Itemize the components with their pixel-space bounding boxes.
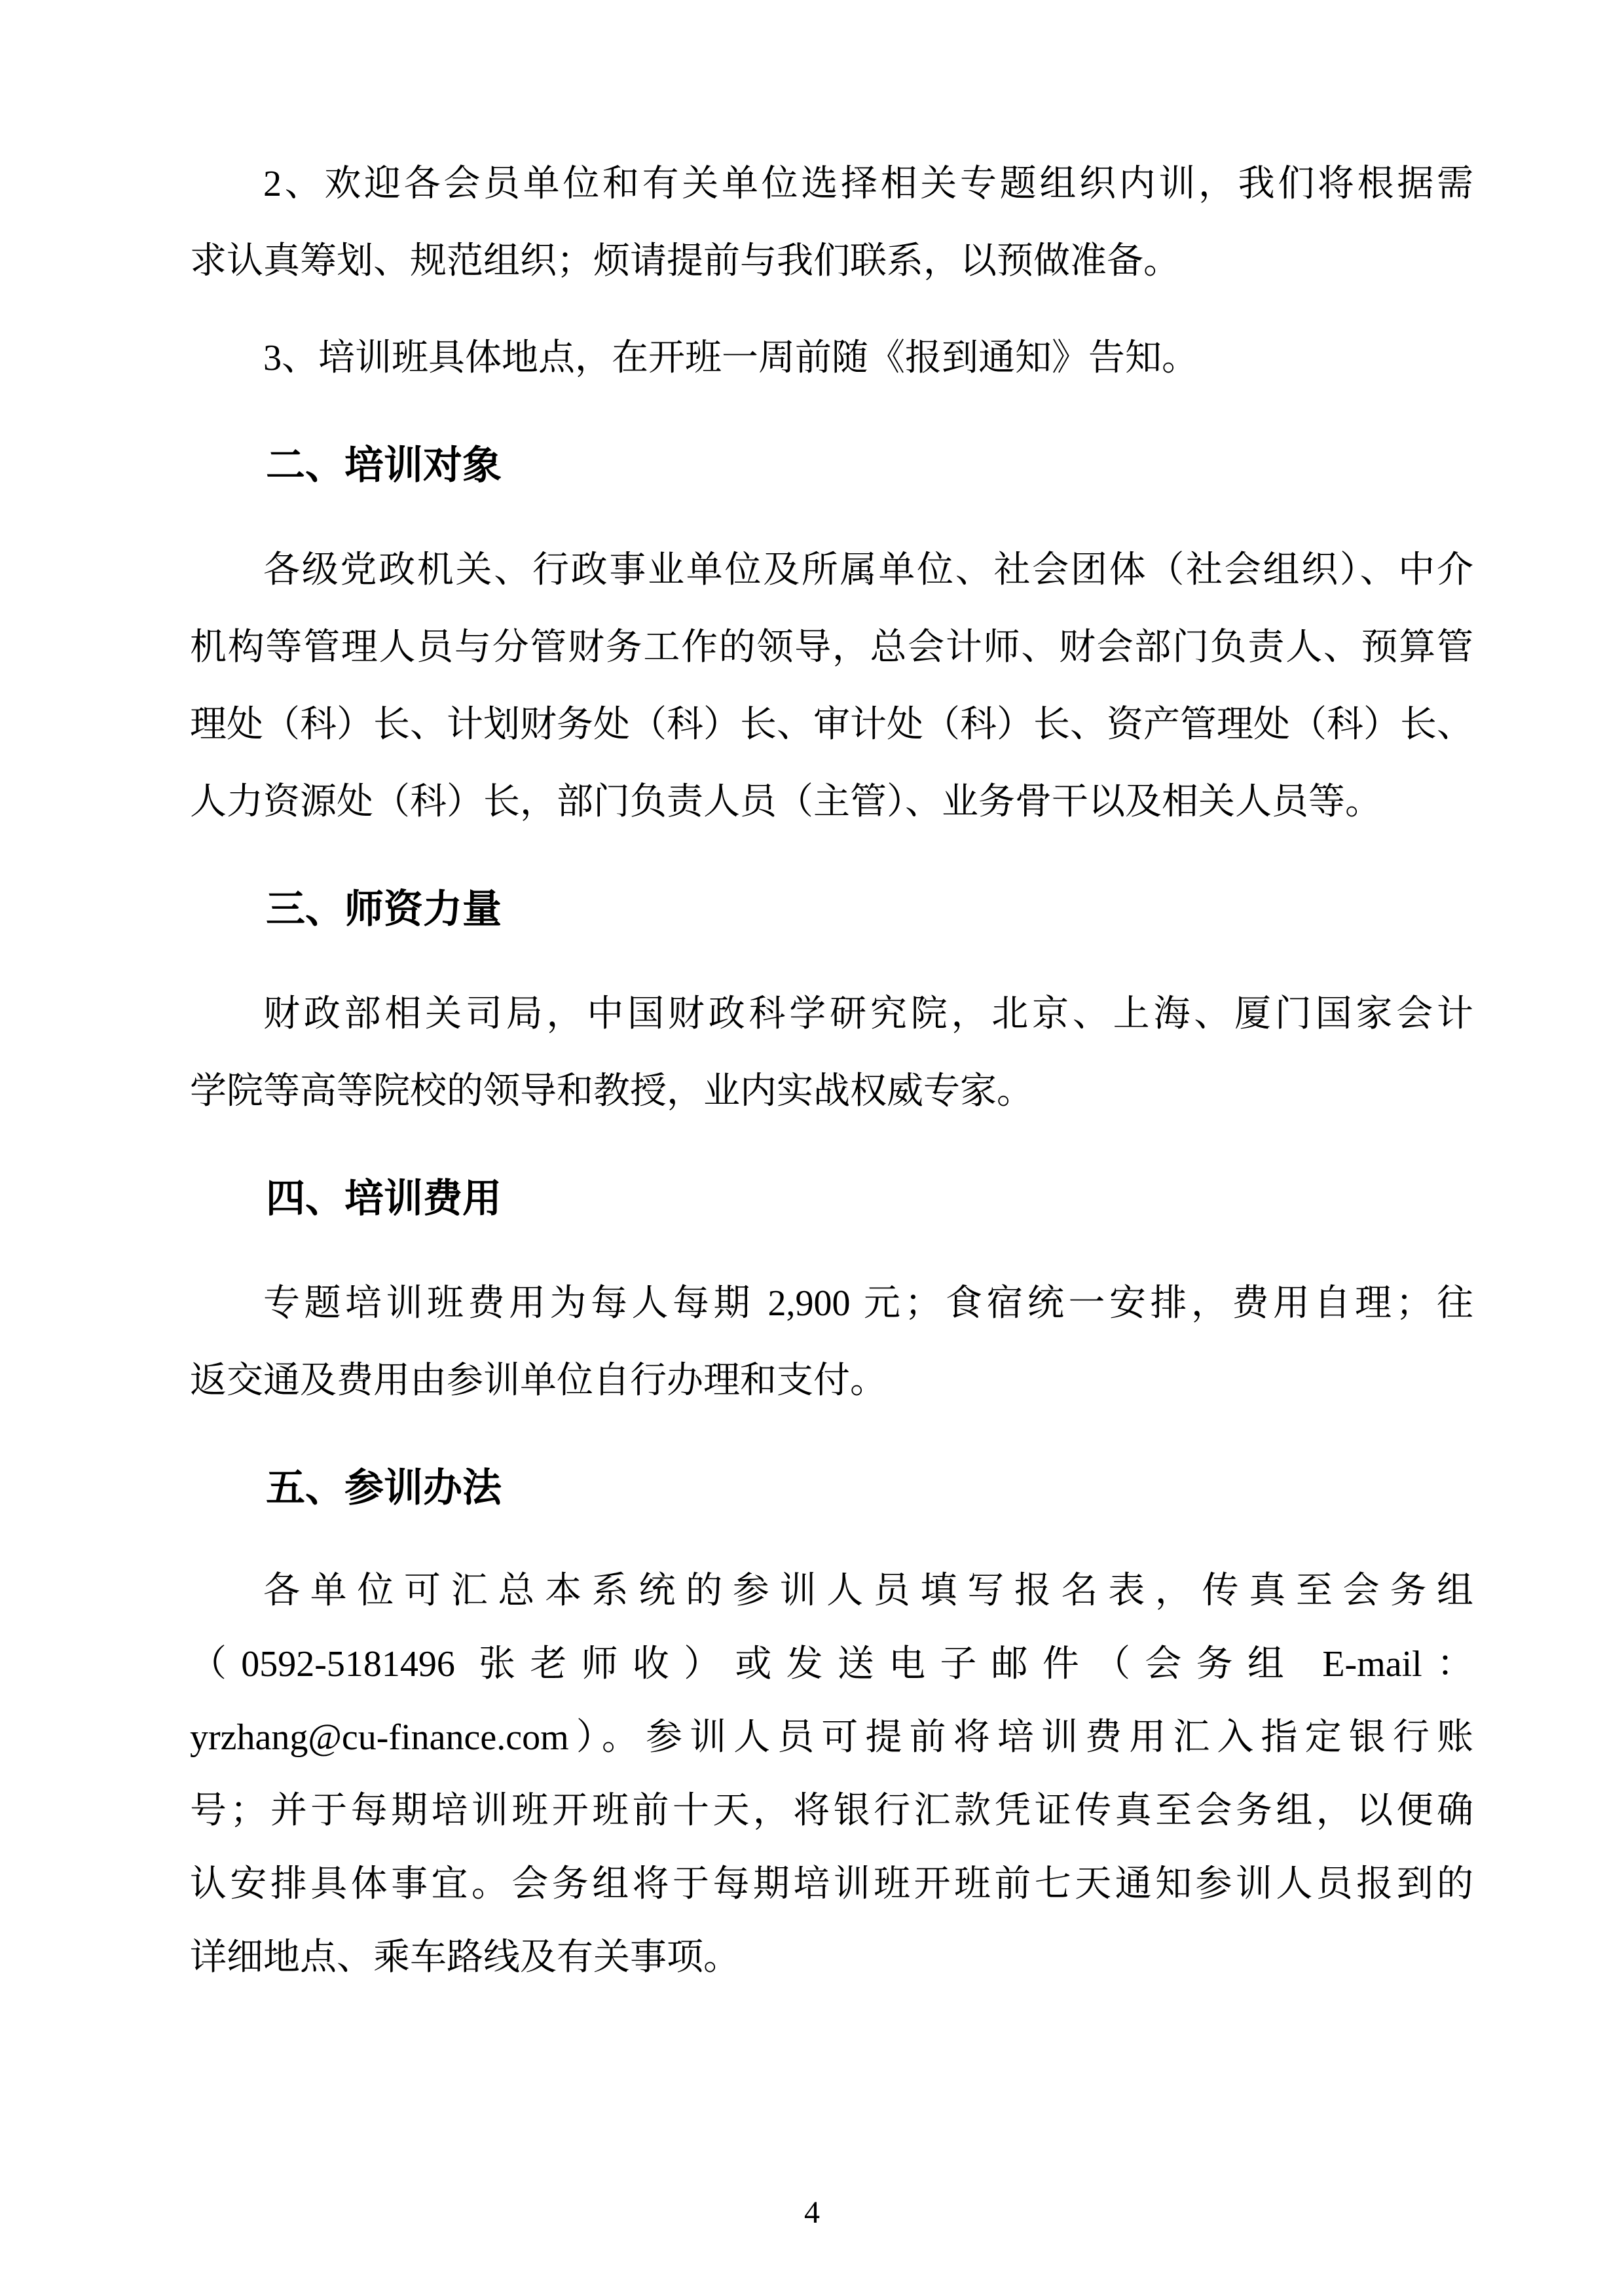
paragraph-line: 人力资源处（科）长，部门负责人员（主管）、业务骨干以及相关人员等。: [190, 782, 1382, 822]
paragraph-line: （0592-5181496 张老师收）或发送电子邮件（会务组 E-mail：: [190, 1644, 1473, 1685]
paragraph-line: 详细地点、乘车路线及有关事项。: [190, 1937, 740, 1978]
paragraph-line: 2、欢迎各会员单位和有关单位选择相关专题组织内训，我们将根据需: [263, 164, 1473, 204]
paragraph-faculty: [190, 975, 1473, 1130]
paragraph-line: 求认真筹划、规范组织；烦请提前与我们联系，以预做准备。: [190, 241, 1180, 282]
paragraph-line: 专题培训班费用为每人每期 2,900 元；食宿统一安排，费用自理；往: [263, 1283, 1473, 1324]
paragraph-intro-item-2: [190, 145, 1473, 300]
section-heading-fees: 四、培训费用: [266, 1176, 502, 1220]
paragraph-fees: [190, 1265, 1473, 1419]
paragraph-line: yrzhang@cu-finance.com）。参训人员可提前将培训费用汇入指定银行账: [190, 1717, 1473, 1758]
paragraph-line: 学院等高等院校的领导和教授，业内实战权威专家。: [190, 1071, 1033, 1112]
paragraph-line: 认安排具体事宜。会务组将于每期培训班开班前七天通知参训人员报到的: [190, 1864, 1473, 1904]
paragraph-line: 各级党政机关、行政事业单位及所属单位、社会团体（社会组织）、中介: [263, 550, 1473, 591]
section-heading-faculty: 三、师资力量: [266, 887, 502, 931]
paragraph-registration: [190, 1554, 1473, 1994]
paragraph-line: 机构等管理人员与分管财务工作的领导，总会计师、财会部门负责人、预算管: [190, 627, 1473, 668]
paragraph-intro-item-3: [190, 319, 1473, 397]
paragraph-line: 理处（科）长、计划财务处（科）长、审计处（科）长、资产管理处（科）长、: [190, 704, 1473, 745]
paragraph-training-targets: [190, 532, 1473, 841]
paragraph-line: 各单位可汇总本系统的参训人员填写报名表，传真至会务组: [263, 1571, 1473, 1611]
paragraph-line: 返交通及费用由参训单位自行办理和支付。: [190, 1360, 887, 1401]
page-number: 4: [804, 2195, 820, 2230]
section-heading-registration: 五、参训办法: [266, 1466, 502, 1510]
paragraph-line: 号；并于每期培训班开班前十天，将银行汇款凭证传真至会务组，以便确: [190, 1791, 1473, 1831]
paragraph-line: 财政部相关司局，中国财政科学研究院，北京、上海、厦门国家会计: [263, 994, 1473, 1034]
paragraph-line: 3、培训班具体地点，在开班一周前随《报到通知》告知。: [263, 338, 1198, 378]
section-heading-training-targets: 二、培训对象: [266, 443, 502, 487]
